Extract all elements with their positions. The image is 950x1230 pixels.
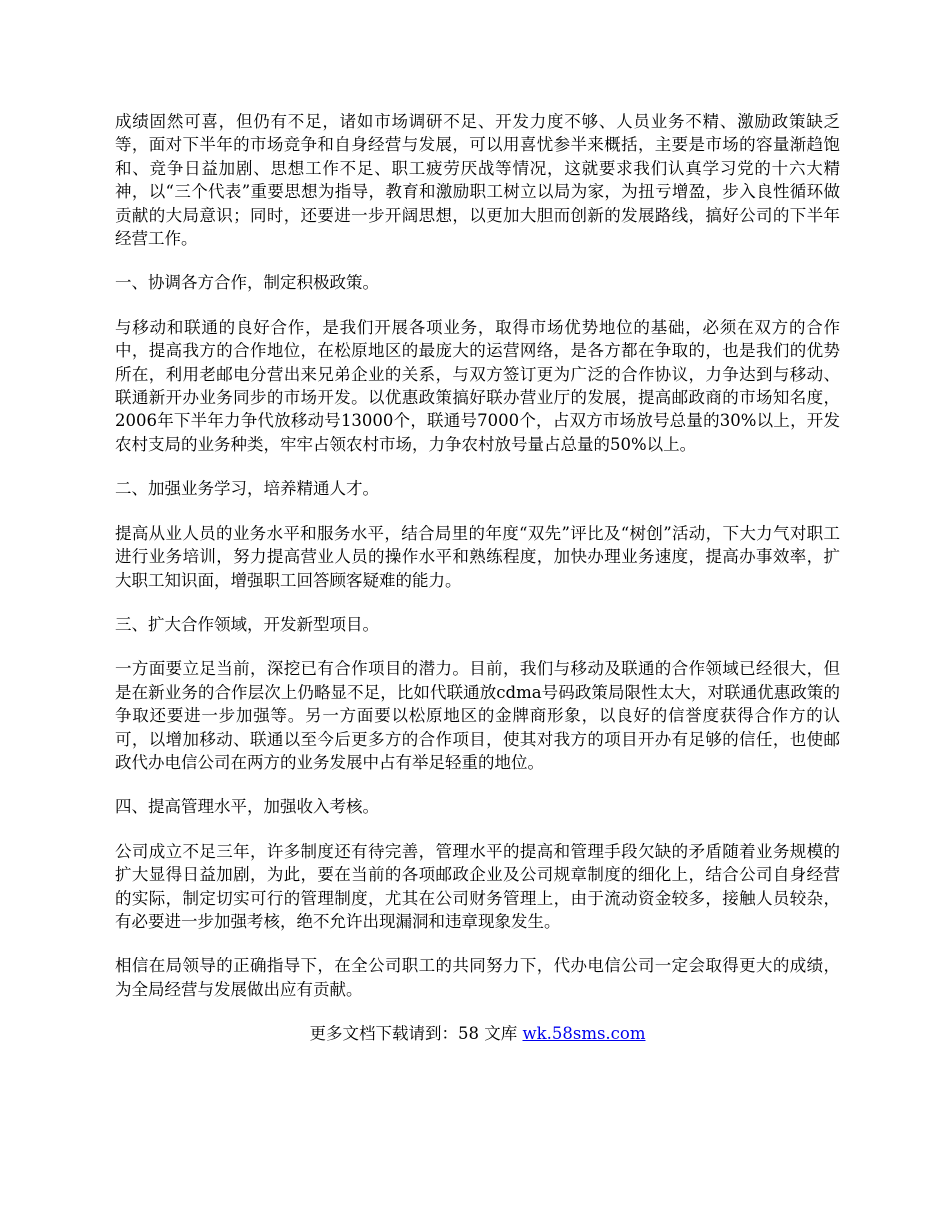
intro-paragraph: 成绩固然可喜，但仍有不足，诸如市场调研不足、开发力度不够、人员业务不精、激励政策缺乏等，面对下半年的市场竞争和自身经营与发展，可以用喜忧参半来概括，主要是市场的容量渐趋饱和、竞争日益加剧、思想工作不足、职工疲劳厌战等情况，这就要求我们认真学习党的十六大精神，以“三个代表”重要思想为指导，教育和激励职工树立以局为家，为扭亏增盈，步入良性循环做贡献的大局意识；同时，还要进一步开阔思想，以更加大胆而创新的发展路线，搞好公司的下半年经营工作。 [115,112,840,249]
section-heading-4: 四、提高管理水平，加强收入考核。 [115,797,379,817]
footer-link[interactable]: wk.58sms.com [522,1024,646,1044]
footer-text: 更多文档下载请到：58 文库 [309,1024,523,1044]
section-heading-3: 三、扩大合作领域，开发新型项目。 [115,614,379,634]
closing-paragraph: 相信在局领导的正确指导下，在全公司职工的共同努力下，代办电信公司一定会取得更大的成绩，为全局经营与发展做出应有贡献。 [115,956,840,999]
section-1-paragraph: 与移动和联通的良好合作，是我们开展各项业务，取得市场优势地位的基础，必须在双方的合作中，提高我方的合作地位，在松原地区的最庞大的运营网络，是各方都在争取的，也是我们的优势所在，利用老邮电分营出来兄弟企业的关系，与双方签订更为广泛的合作协议，力争达到与移动、联通新开办业务同步的市场开发。以优惠政策搞好联办营业厅的发展，提高邮政商的市场知名度，2006年下半年力争代放移动号13000个，联通号7000个，占双方市场放号总量的30%以上，开发农村支局的业务种类，牢牢占领农村市场，力争农村放号量占总量的50%以上。 [115,317,840,454]
document-body [115,110,840,1046]
footer-download-note [115,1022,840,1045]
section-heading-1: 一、协调各方合作，制定积极政策。 [115,273,379,293]
section-2-paragraph: 提高从业人员的业务水平和服务水平，结合局里的年度“双先”评比及“树创”活动，下大力气对职工进行业务培训，努力提高营业人员的操作水平和熟练程度，加快办理业务速度，提高办事效率，扩大职工知识面，增强职工回答顾客疑难的能力。 [115,523,840,590]
section-4-paragraph: 公司成立不足三年，许多制度还有待完善，管理水平的提高和管理手段欠缺的矛盾随着业务规模的扩大显得日益加剧，为此，要在当前的各项邮政企业及公司规章制度的细化上，结合公司自身经营的实际，制定切实可行的管理制度，尤其在公司财务管理上，由于流动资金较多，接触人员较杂，有必要进一步加强考核，绝不允许出现漏洞和违章现象发生。 [115,841,840,931]
section-heading-2: 二、加强业务学习，培养精通人才。 [115,479,379,499]
section-3-paragraph: 一方面要立足当前，深挖已有合作项目的潜力。目前，我们与移动及联通的合作领域已经很大，但是在新业务的合作层次上仍略显不足，比如代联通放cdma号码政策局限性太大，对联通优惠政策的争取还要进一步加强等。另一方面要以松原地区的金牌商形象，以良好的信誉度获得合作方的认可，以增加移动、联通以至今后更多方的合作项目，使其对我方的项目开办有足够的信任，也使邮政代办电信公司在两方的业务发展中占有举足轻重的地位。 [115,659,840,772]
